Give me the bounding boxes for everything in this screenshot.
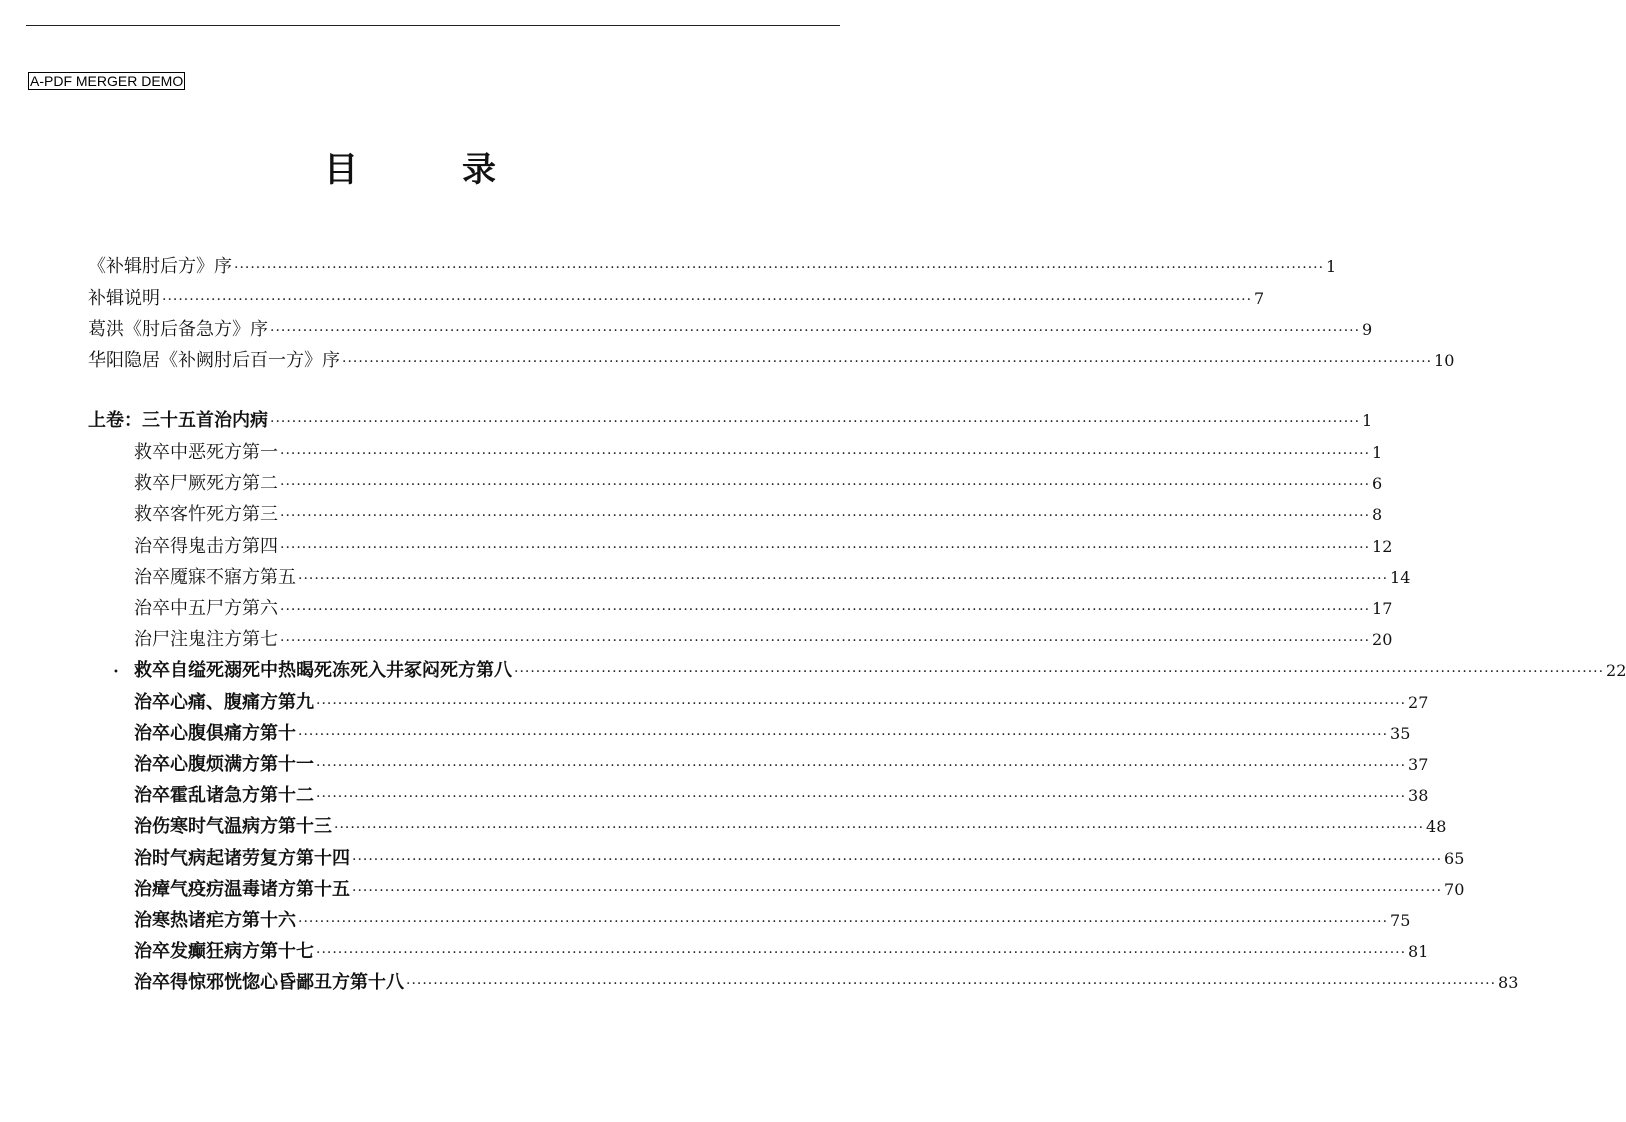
toc-page-number: 48 [1426,817,1447,837]
toc-page-number: 1 [1362,411,1373,430]
toc-entry-title: 补辑说明 [88,288,160,309]
toc-dot-leader: ········································································································································································································ [316,758,1407,774]
toc-page-number: 1 [1372,443,1383,462]
toc-entry-chapter [134,910,1411,932]
toc-page-number: 6 [1372,474,1383,494]
toc-dot-leader: ········································································································································································································ [352,851,1443,868]
toc-entry-title: 治伤寒时气温病方第十三 [134,816,332,838]
toc-entry-title: 治卒得鬼击方第四 [134,535,278,557]
toc-dot-leader: ········································································································································································································ [514,664,1605,681]
toc-entry-chapter [134,878,1465,901]
toc-dot-leader: ········································································································································································································ [280,602,1371,618]
toc-page-number: 22 [1606,661,1626,681]
toc-page-number: 9 [1362,320,1373,339]
toc-dot-leader: ········································································································································································································ [316,695,1407,712]
toc-entry-title: 《补辑肘后方》序 [88,256,232,277]
toc-entry-title: 治卒霍乱诸急方第十二 [134,785,314,807]
toc-entry-title: 治卒发癫狂病方第十七 [134,941,314,963]
toc-page-number: 17 [1372,599,1393,618]
toc-dot-leader: ········································································································································································································ [298,914,1389,930]
toc-entry-chapter [134,598,1393,620]
toc-dot-leader: ········································································································································································································ [162,292,1253,308]
toc-entry-title: 治寒热诸疟方第十六 [134,910,296,931]
toc-page-number: 37 [1408,755,1429,774]
toc-page-number: 65 [1444,848,1465,868]
toc-page-number: 14 [1390,567,1411,587]
toc-dot-leader: ········································································································································································································ [280,446,1371,462]
toc-entry-title: 救卒自缢死溺死中热暍死冻死入井冢闷死方第八 [134,660,512,682]
toc-dot-leader: ········································································································································································································ [298,726,1389,743]
toc-page-number: 70 [1444,879,1465,899]
toc-dot-leader: ········································································································································································································ [316,789,1407,806]
toc-entry-front-matter [88,288,1265,310]
toc-dot-leader: ········································································································································································································ [316,945,1407,962]
toc-entry-title: 救卒中恶死方第一 [134,442,278,463]
toc-dot-leader: ········································································································································································································ [270,414,1361,430]
toc-entry-chapter [134,473,1383,495]
toc-entry-chapter [134,629,1393,651]
toc-entry-title: 治卒心痛、腹痛方第九 [134,691,314,713]
toc-entry-title: 治卒得惊邪恍惚心昏鄙丑方第十八 [134,972,404,994]
toc-entry-chapter [134,535,1393,558]
toc-entry-title: 华阳隐居《补阙肘后百一方》序 [88,350,340,371]
toc-page-number: 12 [1372,536,1393,556]
toc-page-number: 38 [1408,786,1429,806]
toc-entry-chapter [134,941,1429,963]
toc-entry-title: 治卒中五尸方第六 [134,598,278,619]
toc-entry-title: 治卒魇寐不寤方第五 [134,566,296,588]
toc-entry-front-matter [88,350,1455,372]
toc-entry-front-matter [88,256,1337,278]
toc-dot-leader: ········································································································································································································ [342,354,1433,370]
toc-entry-chapter [134,722,1411,745]
toc-page-number: 20 [1372,630,1393,650]
toc-entry-chapter [134,754,1429,776]
toc-entry-chapter [134,504,1383,526]
toc-dot-leader: ········································································································································································································ [406,976,1497,993]
toc-dot-leader: ········································································································································································································ [352,882,1443,899]
toc-dot-leader: ········································································································································································································ [234,260,1325,276]
toc-dot-leader: ········································································································································································································ [280,508,1371,525]
page-title-char-2: 录 [462,150,496,190]
toc-page-number: 35 [1390,723,1411,743]
toc-entry-title: 治瘴气疫疠温毒诸方第十五 [134,878,350,900]
toc-entry-title: 治尸注鬼注方第七 [134,629,278,651]
toc-page-number: 75 [1390,911,1411,930]
toc-entry-chapter [134,785,1429,807]
toc-entry-title: 上卷：三十五首治内病 [88,410,268,431]
toc-dot-leader: ········································································································································································································ [280,539,1371,556]
page-title-char-1: 目 [324,150,358,190]
toc-entry-chapter [134,442,1383,464]
toc-entry-chapter [134,691,1429,714]
toc-entry-chapter [134,660,1626,682]
toc-entry-chapter [134,972,1519,994]
toc-entry-chapter [134,847,1465,870]
toc-page-number: 8 [1372,505,1383,525]
toc-entry-front-matter [88,319,1373,341]
toc-page-number: 7 [1254,289,1265,308]
toc-entry-title: 治时气病起诸劳复方第十四 [134,847,350,869]
toc-entry-title: 救卒客忤死方第三 [134,504,278,526]
toc-page-number: 10 [1434,351,1455,370]
toc-dot-leader: ········································································································································································································ [334,820,1425,837]
toc-dot-leader: ········································································································································································································ [280,633,1371,650]
toc-dot-leader: ········································································································································································································ [270,323,1361,339]
toc-page-number: 83 [1498,973,1519,993]
toc-dot-leader: ········································································································································································································ [280,477,1371,494]
bullet-marker-icon: • [113,667,119,679]
toc-page-number: 1 [1326,257,1337,276]
toc-page-number: 81 [1408,942,1429,962]
toc-entry-title: 葛洪《肘后备急方》序 [88,319,268,340]
toc-dot-leader: ········································································································································································································ [298,570,1389,587]
toc-entry-chapter [134,816,1447,838]
toc-entry-title: 救卒尸厥死方第二 [134,473,278,495]
demo-watermark-label: A-PDF MERGER DEMO [30,73,184,89]
toc-page-number: 27 [1408,692,1429,712]
top-rule [26,25,840,26]
toc-section-heading [88,410,1373,432]
toc-entry-chapter [134,566,1411,589]
toc-entry-title: 治卒心腹烦满方第十一 [134,754,314,775]
toc-entry-title: 治卒心腹俱痛方第十 [134,722,296,744]
